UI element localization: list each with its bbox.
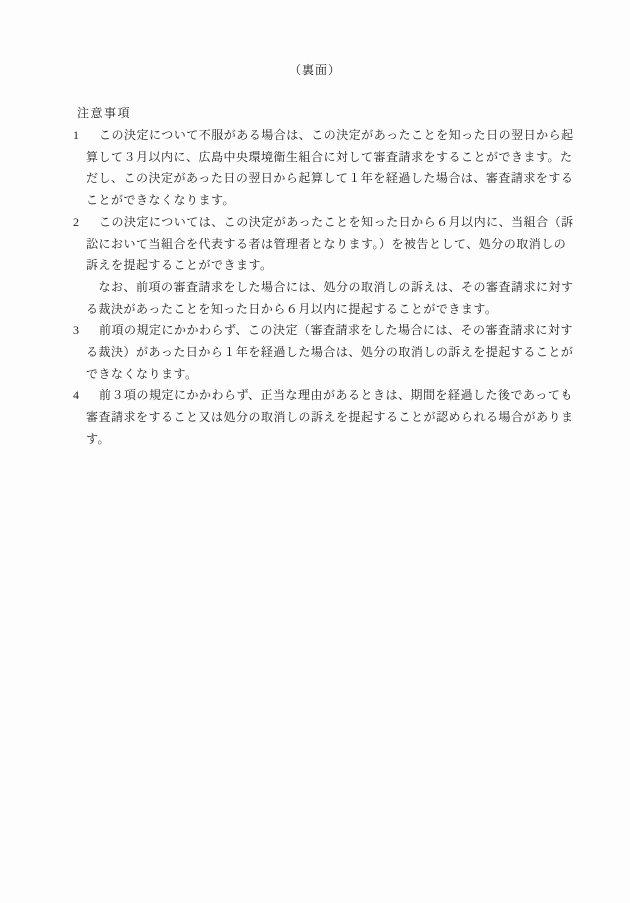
notice-item-1-line: ことができなくなります。: [86, 193, 236, 208]
notes-heading: 注意事項: [77, 106, 132, 121]
notice-item-1-line: だし、この決定があった日の翌日から起算して１年を経過した場合は、審査請求をする: [86, 171, 574, 186]
item-1-text: この決定について不服がある場合は、この決定があったことを知った日の翌日から起: [99, 128, 574, 143]
notice-item-1-line: 算して３月以内に、広島中央環境衛生組合に対して審査請求をすることができます。た: [86, 149, 573, 164]
item-4-number: 4: [73, 388, 79, 403]
spacer-line: [0, 82, 630, 104]
item-2-text: この決定については、この決定があったことを知った日から６月以内に、当組合（訴: [99, 214, 574, 229]
notice-item-1-line: [0, 125, 630, 147]
notice-item-2-line: 訴えを提起することができます。: [86, 258, 273, 273]
item-3-number: 3: [73, 323, 79, 338]
notice-item-4-line: す。: [86, 431, 111, 446]
page-side-title: （裏面）: [288, 63, 341, 77]
notice-item-2-line: 訟において当組合を代表する者は管理者となります。）を被告として、処分の取消しの: [86, 236, 567, 251]
notice-item-4-line: [0, 385, 630, 407]
item-1-number: 1: [73, 128, 79, 143]
notice-item-2-line: る裁決があったことを知った日から６月以内に提起することができます。: [86, 301, 498, 316]
item-4-text: 前３項の規定にかかわらず、正当な理由があるときは、期間を経過した後であっても: [99, 388, 573, 403]
notice-item-3-line: る裁決）があった日から１年を経過した場合は、処分の取消しの訴えを提起することが: [86, 344, 574, 359]
notice-item-4-line: 審査請求をすること又は処分の取消しの訴えを提起することが認められる場合がありま: [86, 410, 574, 424]
notice-item-3-line: [0, 320, 630, 342]
notice-item-2-line: [0, 212, 630, 234]
notice-item-3-line: できなくなります。: [86, 366, 198, 381]
notice-item-2-line: なお、前項の審査請求をした場合には、処分の取消しの訴えは、その審査請求に対す: [86, 279, 574, 294]
item-2-number: 2: [73, 214, 79, 229]
item-3-text: 前項の規定にかかわらず、この決定（審査請求をした場合には、その審査請求に対す: [99, 323, 574, 338]
